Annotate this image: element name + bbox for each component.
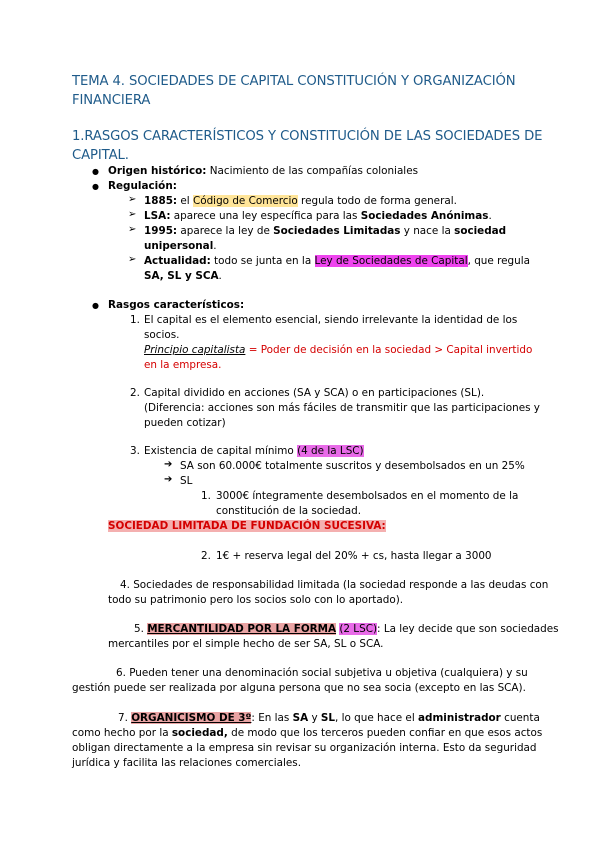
bullet-icon: ● (92, 182, 99, 191)
arrow-right-icon: ➔ (164, 474, 173, 485)
item6-text: 6. Pueden tener una denominación social subjetiva u objetiva (cualquiera) y su (116, 667, 528, 679)
item5-text: 5. MERCANTILIDAD POR LA FORMA (2 LSC): La ley decide que son sociedades (134, 623, 559, 635)
item-number: 1. (130, 314, 140, 326)
sucesiva-label: SOCIEDAD LIMITADA DE FUNDACIÓN SUCESIVA: (108, 520, 386, 532)
arrow-right-icon: ➔ (164, 459, 173, 470)
bullet-icon: ● (92, 301, 99, 310)
rasgos-label: Rasgos característicos: (108, 299, 245, 311)
item2-text-cont: pueden cotizar) (144, 417, 226, 429)
item4-text: 4. Sociedades de responsabilidad limitada (la sociedad responde a las deudas con (120, 579, 549, 591)
origen-line: Origen histórico: Nacimiento de las compañías coloniales (108, 165, 419, 177)
item-number: 2. (201, 550, 211, 562)
arrow-bullet-icon: ➢ (128, 194, 137, 205)
item2-text: Capital dividido en acciones (SA y SCA) o en participaciones (SL). (144, 387, 485, 399)
item-number: 3. (130, 445, 140, 457)
item3-sl-1-cont: constitución de la sociedad. (216, 505, 362, 517)
item7-text-cont: como hecho por la sociedad, de modo que los terceros pueden confiar en que esos actos (72, 727, 543, 739)
regulacion-item-1885: 1885: el Código de Comercio regula todo de forma general. (144, 195, 457, 207)
arrow-bullet-icon: ➢ (128, 254, 137, 265)
item1-principio: Principio capitalista = Poder de decisión en la sociedad > Capital invertido (144, 344, 533, 356)
item7-text: 7. ORGANICISMO DE 3º: En las SA y SL, lo que hace el administrador cuenta (118, 712, 540, 724)
item2-text-cont: (Diferencia: acciones son más fáciles de transmitir que las participaciones y (144, 402, 540, 414)
regulacion-item-1995-cont: unipersonal. (144, 240, 217, 252)
regulacion-item-lsa: LSA: aparece una ley específica para las Sociedades Anónimas. (144, 210, 492, 222)
item1-text-cont: socios. (144, 329, 180, 341)
regulacion-item-1995: 1995: aparece la ley de Sociedades Limitadas y nace la sociedad (144, 225, 507, 237)
item6-text-cont: gestión puede ser realizada por alguna persona que no sea socia (excepto en las SCA). (72, 682, 526, 694)
regulacion-item-actualidad-cont: SA, SL y SCA. (144, 270, 222, 282)
item1-principio-cont: en la empresa. (144, 359, 222, 371)
item7-text-cont: obligan directamente a la empresa sin revisar su organización interna. Esto da seguridad (72, 742, 537, 754)
arrow-bullet-icon: ➢ (128, 209, 137, 220)
section-heading: 1.RASGOS CARACTERÍSTICOS Y CONSTITUCIÓN DE LAS SOCIEDADES DE CAPITAL. (72, 129, 543, 163)
page-title: TEMA 4. SOCIEDADES DE CAPITAL CONSTITUCIÓN Y ORGANIZACIÓN FINANCIERA (72, 74, 516, 108)
bullet-icon: ● (92, 167, 99, 176)
item4-text-cont: todo su patrimonio pero los socios solo con lo aportado). (108, 594, 404, 606)
arrow-bullet-icon: ➢ (128, 224, 137, 235)
item-number: 2. (130, 387, 140, 399)
item3-sl-2: 1€ + reserva legal del 20% + cs, hasta llegar a 3000 (216, 550, 492, 562)
regulacion-label: Regulación: (108, 180, 177, 192)
item1-text: El capital es el elemento esencial, siendo irrelevante la identidad de los (144, 314, 518, 326)
item3-sl-1: 3000€ íntegramente desembolsados en el momento de la (216, 490, 519, 502)
item7-text-cont: jurídica y facilita las relaciones comerciales. (72, 757, 301, 769)
item-number: 1. (201, 490, 211, 502)
item3-text: Existencia de capital mínimo (4 de la LSC) (144, 445, 364, 457)
item5-text-cont: mercantiles por el simple hecho de ser SA, SL o SCA. (108, 638, 384, 650)
item3-sub-sa: SA son 60.000€ totalmente suscritos y desembolsados en un 25% (180, 460, 525, 472)
item3-sub-sl: SL (180, 475, 193, 487)
regulacion-item-actualidad: Actualidad: todo se junta en la Ley de Sociedades de Capital, que regula (144, 255, 530, 267)
